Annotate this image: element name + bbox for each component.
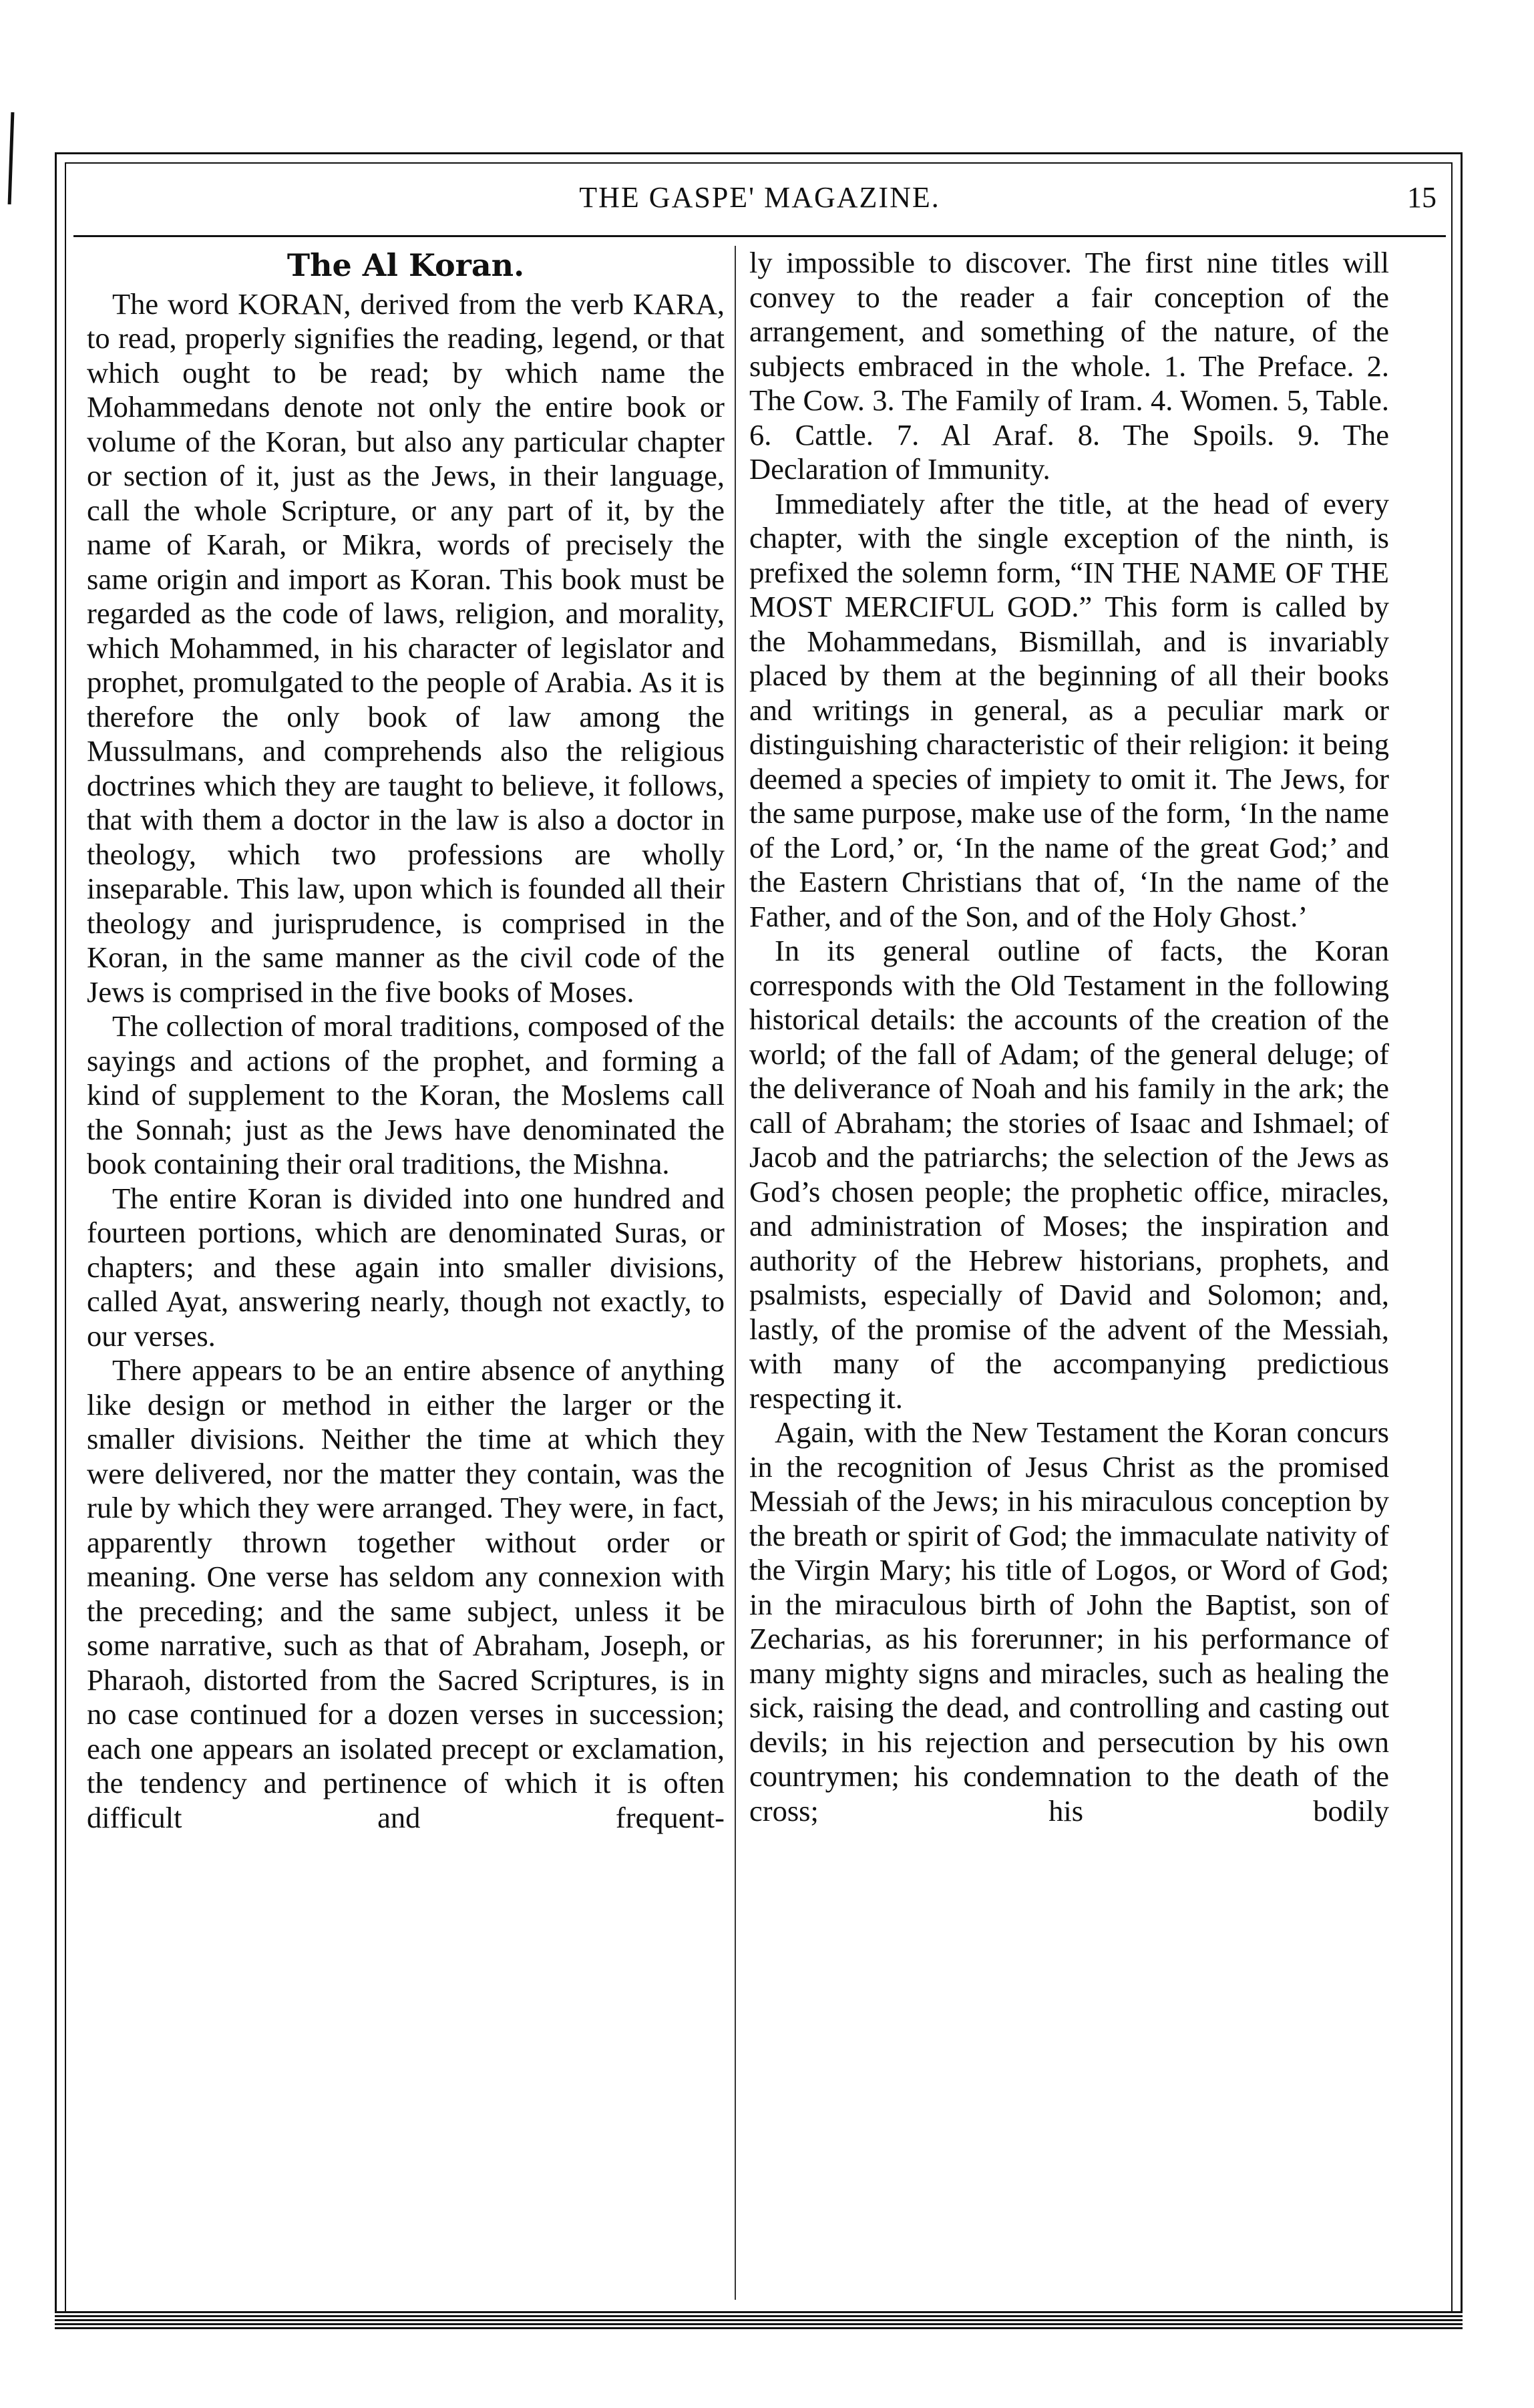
paragraph: The entire Koran is divided into one hundred and fourteen portions, which are denominated Suras, or chapters; and these again into smaller divisions, called Ayat, answering nearly, though not exactly, to our verses. <box>87 1181 725 1353</box>
paragraph: The collection of moral traditions, composed of the sayings and actions of the prophet, and forming a kind of supplement to the Koran, the Moslems call the Sonnah; just as the Jews have denominated the book containing their oral traditions, the Mishna. <box>87 1009 725 1180</box>
running-title: THE GASPE' MAGAZINE. <box>579 181 940 214</box>
page-number: 15 <box>1407 181 1436 214</box>
running-header <box>73 175 1446 222</box>
left-column <box>87 246 725 2290</box>
page-border-bottom <box>55 2311 1463 2330</box>
paragraph: ly impossible to discover. The first nine titles will convey to the reader a fair conception of the arrangement, and something of the nature, of the subjects embraced in the whole. 1. The Preface. 2. The Cow. 3. The Family of Iram. 4. Women. 5, Table. 6. Cattle. 7. Al Araf. 8. The Spoils. 9. The Declaration of Immunity. <box>749 246 1389 486</box>
paragraph: The word KORAN, derived from the verb KARA, to read, properly signifies the reading, legend, or that which ought to be read; by which name the Mohammedans denote not only the entire book or volume of the Koran, but also any particular chapter or section of it, just as the Jews, in their language, call the whole Scripture, or any part of it, by the name of Karah, or Mikra, words of precisely the same origin and import as Koran. This book must be regarded as the code of laws, religion, and morality, which Mohammed, in his character of legislator and prophet, promulgated to the people of Arabia. As it is therefore the only book of law among the Mussulmans, and comprehends also the religious doctrines which they are taught to believe, it follows, that with them a doctor in the law is also a doctor in theology, which two professions are wholly inseparable. This law, upon which is founded all their theology and jurisprudence, is comprised in the Koran, in the same manner as the civil code of the Jews is comprised in the five books of Moses. <box>87 287 725 1009</box>
margin-mark <box>8 112 15 204</box>
paragraph: Immediately after the title, at the head of every chapter, with the single exception of the ninth, is prefixed the solemn form, “IN THE NAME OF THE MOST MERCIFUL GOD.” This form is called by the Mohammedans, Bismillah, and is invariably placed by them at the beginning of all their books and writings in general, as a peculiar mark or distinguishing characteristic of their religion: it being deemed a species of impiety to omit it. The Jews, for the same purpose, make use of the form, ‘In the name of the Lord,’ or, ‘In the name of the great God;’ and the Eastern Christians that of, ‘In the name of the Father, and of the Son, and of the Holy Ghost.’ <box>749 486 1389 933</box>
paragraph: In its general outline of facts, the Koran corresponds with the Old Testament in the following historical details: the accounts of the creation of the world; of the fall of Adam; of the general deluge; of the deliverance of Noah and his family in the ark; the call of Abraham; the stories of Isaac and Ishmael; of Jacob and the patriarchs; the selection of the Jews as God’s chosen people; the prophetic office, miracles, and administration of Moses; the inspiration and authority of the Hebrew historians, prophets, and psalmists, especially of David and Solomon; and, lastly, of the promise of the advent of the Messiah, with many of the accompanying predictious respecting it. <box>749 934 1389 1415</box>
article-title: The Al Koran. <box>286 247 525 283</box>
paragraph: There appears to be an entire absence of anything like design or method in either the larger or the smaller divisions. Neither the time at which they were delivered, nor the matter they contain, was the rule by which they were arranged. They were, in fact, apparently thrown together without order or meaning. One verse has seldom any connexion with the preceding; and the same subject, unless it be some narrative, such as that of Abraham, Joseph, or Pharaoh, distorted from the Sacred Scriptures, is in no case continued for a dozen verses in succession; each one appears an isolated precept or exclamation, the tendency and pertinence of which it is often difficult and frequent- <box>87 1353 725 1834</box>
paragraph: Again, with the New Testament the Koran concurs in the recognition of Jesus Christ as the promised Messiah of the Jews; in his miraculous conception by the breath or spirit of God; the immaculate nativity of the Virgin Mary; his title of Logos, or Word of God; in the miraculous birth of John the Baptist, son of Zecharias, as his forerunner; in his performance of many mighty signs and miracles, such as healing the sick, raising the dead, and controlling and casting out devils; in his rejection and persecution by his own countrymen; his condemnation to the death of the cross; his bodily <box>749 1415 1389 1828</box>
column-rule <box>735 246 736 2300</box>
header-rule <box>73 235 1446 237</box>
right-column <box>749 246 1389 2290</box>
